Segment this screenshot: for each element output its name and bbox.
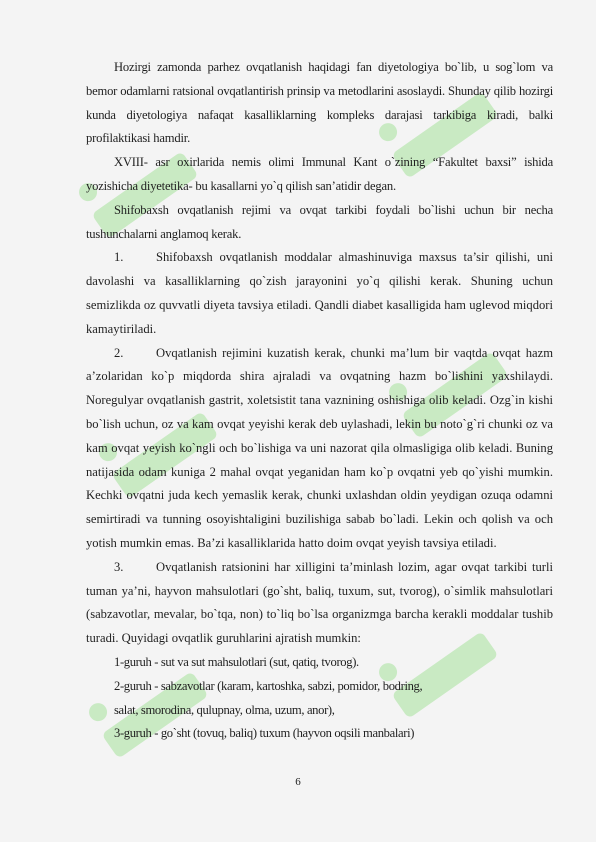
group-line: 2-guruh - sabzavotlar (karam, kartoshka, sabzi, pomidor, bodring, <box>114 678 423 693</box>
numbered-item <box>86 342 553 556</box>
paragraph: Shifobaxsh ovqatlanish rejimi va ovqat tarkibi foydali bo`lishi uchun bir necha tushunchalarni anglamoq kerak. <box>86 202 553 241</box>
item-text: Ovqatlanish rejimini kuzatish kerak, chunki ma’lum bir vaqtda ovqat hazm a’zolaridan ko`p miqdorda shira ajraladi va ovqatning hazm bo`lishini yaxshilaydi. Noregulyar ovqatlanish gastrit, xoletsistit tana vaznining oshishiga olib keladi. Ozg`in kishi bo`lish uchun, oz va kam ovqat yeyishi kerak deb uylashadi, lekin bu noto`g`ri chunki oz va kam ovqat yeyish ko`ngli och bo`lishiga va uni nazorat qila olmasligiga olib keladi. Buning natijasida odam kuniga 2 mahal ovqat yeganidan ham ko`p ovqatni yeb qo`yishi mumkin. Kechki ovqatni juda kech yemaslik kerak, chunki uxlashdan oldin yeydigan ozuqa odamni semirtiradi va tunning osoyishtaligini buzilishiga sabab bo`ladi. Lekin och qolish va och yotish mumkin emas. Ba’zi kasalliklarida hatto doim ovqat yeyish tavsiya etiladi. <box>86 345 553 550</box>
item-number: 3. <box>114 559 124 574</box>
group-line: 1-guruh - sut va sut mahsulotlari (sut, qatiq, tvorog). <box>114 654 359 669</box>
page-number: 6 <box>295 776 301 788</box>
item-number: 2. <box>114 345 124 360</box>
item-text: Ovqatlanish ratsionini har xilligini ta’minlash lozim, agar ovqat tarkibi turli tuman ya’ni, hayvon mahsulotlari (go`sht, baliq, tuxum, sut, tvorog), o`simlik mahsulotlari (sabzavotlar, mevalar, bo`tqa, non) to`liq bo`lsa organizmga barcha kerakli moddalar tushib turadi. Quyidagi ovqatlik guruhlarini ajratish mumkin: <box>86 559 553 646</box>
item-number: 1. <box>114 250 124 265</box>
numbered-item <box>86 556 553 651</box>
group-line: salat, smorodina, qulupnay, olma, uzum, anor), <box>114 702 335 717</box>
body-text <box>86 56 553 746</box>
item-text: Shifobaxsh ovqatlanish moddalar almashinuviga maxsus ta’sir qilishi, uni davolashi va kasalliklarning qo`zish jarayonini yo`q qilishi kerak. Shuning uchun semizlikda oz quvvatli diyeta tavsiya etiladi. Qandli diabet kasalligida ham uglevod miqdori kamaytiriladi. <box>86 250 553 336</box>
paragraph: Hozirgi zamonda parhez ovqatlanish haqidagi fan diyetologiya bo`lib, u sog`lom va bemor odamlarni ratsional ovqatlantirish prinsip va metodlarini asoslaydi. Shunday qilib hozirgi kunda diyetologiya nafaqat kasalliklarning kompleks darajasi tarkibiga kiradi, balki profilaktikasi hamdir. <box>86 60 553 146</box>
numbered-item <box>86 246 553 341</box>
paragraph: XVIII- asr oxirlarida nemis olimi Immunal Kant o`zining “Fakultet baxsi” ishida yozishicha diyetetika- bu kasallarni yo`q qilish san’atidir degan. <box>86 155 553 193</box>
group-line: 3-guruh - go`sht (tovuq, baliq) tuxum (hayvon oqsili manbalari) <box>114 726 415 741</box>
